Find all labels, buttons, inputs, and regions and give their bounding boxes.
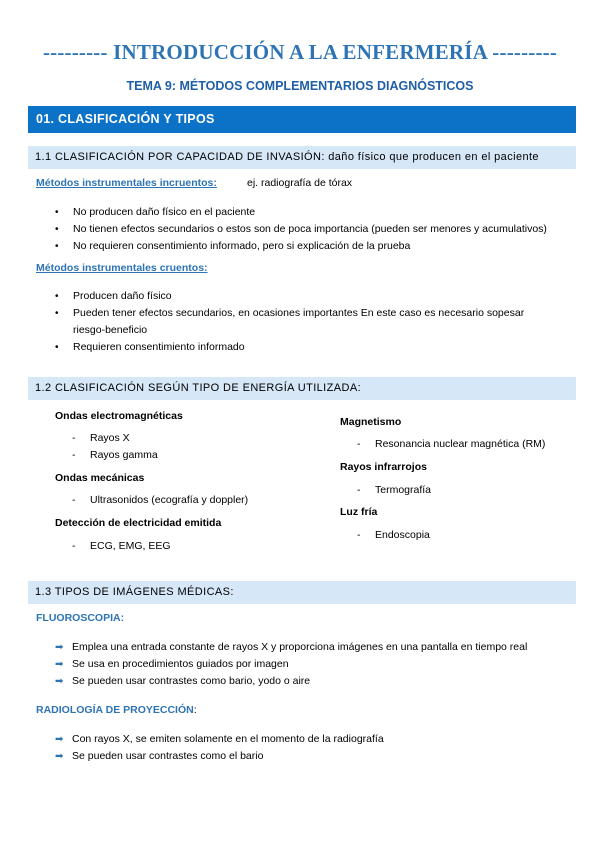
energy-item: - Rayos gamma — [72, 449, 158, 461]
arrow-right-icon: ➡ — [55, 642, 64, 653]
subsection-heading-invasion: 1.1 CLASIFICACIÓN POR CAPACIDAD DE INVASIÓN: daño físico que producen en el paciente — [28, 146, 576, 169]
list-item: • Requieren consentimiento informado — [55, 339, 575, 356]
arrow-right-icon: ➡ — [55, 734, 64, 745]
list-item: ➡ Se pueden usar contrastes como bario, yodo o aire — [55, 673, 575, 690]
energy-heading: Detección de electricidad emitida — [55, 517, 222, 529]
list-item: • No requieren consentimiento informado, pero si explicación de la prueba — [55, 238, 575, 255]
list-item: • No producen daño físico en el paciente — [55, 204, 575, 221]
energy-heading: Ondas electromagnéticas — [55, 410, 183, 422]
incruentos-example: ej. radiografía de tórax — [247, 177, 353, 189]
bullet-icon: • — [55, 342, 59, 353]
list-item-continuation: riesgo-beneficio — [73, 324, 148, 336]
topic-subtitle: TEMA 9: MÉTODOS COMPLEMENTARIOS DIAGNÓSTICOS — [126, 79, 474, 93]
page-title: --------- INTRODUCCIÓN A LA ENFERMERÍA --------- — [42, 40, 558, 64]
energy-heading: Luz fría — [340, 506, 378, 518]
energy-heading: Ondas mecánicas — [55, 472, 145, 484]
bullet-icon: • — [55, 291, 59, 302]
bullet-icon: • — [55, 241, 59, 252]
energy-heading: Magnetismo — [340, 416, 402, 428]
energy-item: - Rayos X — [72, 432, 130, 444]
bullet-icon: • — [55, 207, 59, 218]
list-item: ➡ Emplea una entrada constante de rayos X y proporciona imágenes en una pantalla en tiempo real — [55, 639, 575, 656]
energy-item: - Termografía — [357, 484, 432, 496]
cruentos-list — [55, 288, 575, 356]
arrow-right-icon: ➡ — [55, 751, 64, 762]
energy-item: - Resonancia nuclear magnética (RM) — [357, 438, 546, 450]
radiologia-list — [55, 731, 575, 765]
bullet-icon: • — [55, 224, 59, 235]
incruentos-list — [55, 204, 575, 255]
fluoroscopia-list — [55, 639, 575, 690]
subsection-heading-energy: 1.2 CLASIFICACIÓN SEGÚN TIPO DE ENERGÍA UTILIZADA: — [28, 377, 576, 400]
list-item: ➡ Se usa en procedimientos guiados por imagen — [55, 656, 575, 673]
list-item: ➡ Se pueden usar contrastes como el bario — [55, 748, 575, 765]
energy-item: - Ultrasonidos (ecografía y doppler) — [72, 494, 249, 506]
list-item: • Pueden tener efectos secundarios, en ocasiones importantes En este caso es necesario sopesar — [55, 305, 575, 322]
incruentos-label: Métodos instrumentales incruentos: — [36, 177, 217, 189]
list-item: • Producen daño físico — [55, 288, 575, 305]
energy-item: - ECG, EMG, EEG — [72, 540, 171, 552]
energy-item: - Endoscopia — [357, 529, 430, 541]
energy-heading: Rayos infrarrojos — [340, 461, 427, 473]
arrow-right-icon: ➡ — [55, 659, 64, 670]
fluoroscopia-heading: FLUOROSCOPIA: — [36, 612, 125, 624]
section-heading-classification: 01. CLASIFICACIÓN Y TIPOS — [28, 106, 576, 133]
list-item: • No tienen efectos secundarios o estos son de poca importancia (pueden ser menores y acumulativos) — [55, 221, 575, 238]
radiologia-heading: RADIOLOGÍA DE PROYECCIÓN: — [36, 704, 197, 716]
arrow-right-icon: ➡ — [55, 676, 64, 687]
subsection-heading-images: 1.3 TIPOS DE IMÁGENES MÉDICAS: — [28, 581, 576, 604]
bullet-icon: • — [55, 308, 59, 319]
cruentos-label: Métodos instrumentales cruentos: — [36, 262, 208, 274]
list-item: ➡ Con rayos X, se emiten solamente en el momento de la radiografía — [55, 731, 575, 748]
